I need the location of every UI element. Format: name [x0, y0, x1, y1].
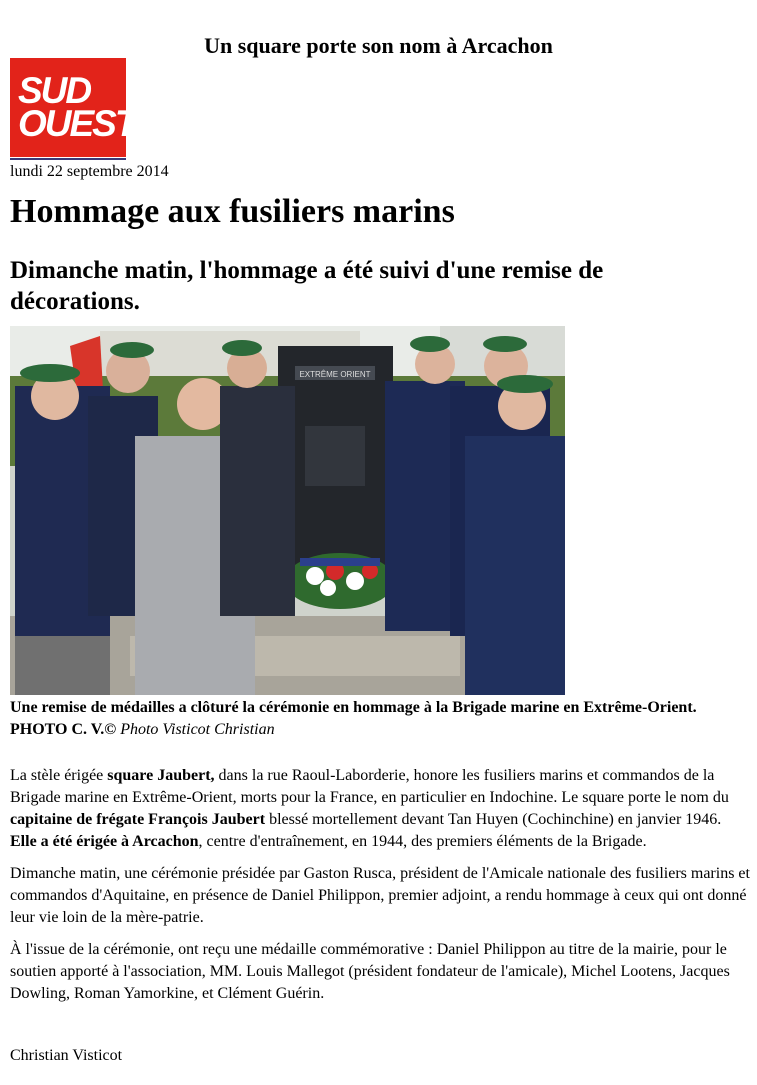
- p1-bold-1: square Jaubert,: [107, 767, 215, 784]
- p1-text-3: blessé mortellement devant Tan Huyen (Cochinchine) en janvier 1946.: [265, 811, 722, 828]
- article-body: [10, 765, 750, 1015]
- paragraph-2: Dimanche matin, une cérémonie présidée par Gaston Rusca, président de l'Amicale nationale des fusiliers marins et commandos d'Aquitaine, en présence de Daniel Philippon, premier adjoint, a rendu hommage à ceux qui ont donné leur vie loin de la mère-patrie.: [10, 865, 750, 926]
- publication-date: lundi 22 septembre 2014: [10, 163, 169, 180]
- page-top-title: Un square porte son nom à Arcachon: [204, 33, 553, 58]
- article-headline: Hommage aux fusiliers marins: [10, 193, 455, 230]
- p1-text-4: , centre d'entraînement, en 1944, des premiers éléments de la Brigade.: [198, 833, 647, 850]
- ceremony-photo: [10, 326, 565, 695]
- logo-line-2: OUEST: [18, 103, 136, 144]
- logo-underline: [10, 158, 126, 160]
- article-subheadline: Dimanche matin, l'hommage a été suivi d'une remise de décorations.: [10, 257, 604, 315]
- paragraph-1: [10, 765, 750, 853]
- paragraph-3: À l'issue de la cérémonie, ont reçu une médaille commémorative : Daniel Philippon au titre de la mairie, pour le soutien apporté à l'association, MM. Louis Mallegot (président fondateur de l'amicale), Michel Lootens, Jacques Dowling, Roman Yamorkine, et Clément Guérin.: [10, 941, 730, 1002]
- p1-bold-3: Elle a été érigée à Arcachon: [10, 833, 199, 850]
- caption-bold: Une remise de médailles a clôturé la cérémonie en hommage à la Brigade marine en Extrême-Orient. PHOTO C. V.©: [10, 699, 697, 738]
- p1-bold-2: capitaine de frégate François Jaubert: [10, 811, 266, 828]
- p1-text-2: dans la rue Raoul-Laborderie, honore les fusiliers marins et commandos de la Brigade marine en Extrême-Orient, morts pour la France, en particulier en Indochine. Le square porte le nom du: [10, 767, 729, 806]
- sud-ouest-logo: [10, 58, 136, 157]
- stele-inscription: EXTRÊME ORIENT: [299, 370, 371, 379]
- photo-caption: [10, 697, 750, 741]
- caption-credit: Photo Visticot Christian: [120, 721, 275, 738]
- author-signature: Christian Visticot: [10, 1047, 123, 1064]
- p1-text-1: La stèle érigée: [10, 767, 108, 784]
- logo-line-1: SUD: [18, 70, 91, 111]
